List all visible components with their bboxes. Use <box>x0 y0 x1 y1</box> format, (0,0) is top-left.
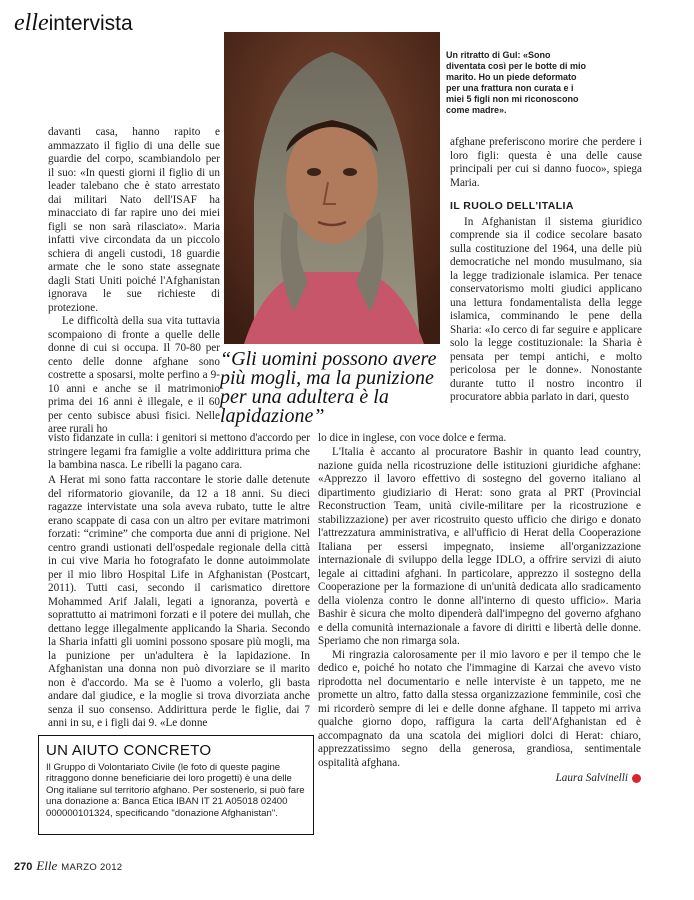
right-column <box>450 136 642 405</box>
right-intro: afghane preferiscono morire che perdere i loro figli: questa è una delle cause principali per cui si danno fuoco», spiega Maria. <box>450 136 642 189</box>
sidebar-box-title: UN AIUTO CONCRETO <box>46 742 212 759</box>
lower-left-column <box>48 474 310 731</box>
lower-right-paragraph: Mi ringrazia calorosamente per il mio lavoro e per il tempo che le dedico e, poiché ho notato che l'immagine di Karzai che avevo visto riprodotta nel documentario e nelle interviste è un tappeto, me ne promette un altro, fatto dalla stessa organizzazione femminile, così che mi ricorderò sempre di lei e delle donne afghane. Il tappeto mi arriva qualche giorno dopo, raffigura la carta dell'Afghanistan ed è accompagnato da una scatola dei migliori dolci di Herat: chiaro, apprezzatissimo segno della generosa, grandiosa, sentimentale ospitalità afghana. <box>318 648 641 769</box>
lower-right-paragraph: L'Italia è accanto al procuratore Bashir in quanto lead country, nazione guida nella ricostruzione delle istituzioni giuridiche afghane: «Apprezzo il lavoro effettivo di sostegno del governo italiano al dipartimento giudiziario di Herat: sono grata al PRT (Provincial Reconstruction Team, unità civile-militare per la ricostruzione e stabilizzazione) per aver ricostruito questo ufficio che dirigo e donato l'attrezzatura amministrativa, e all'ufficio di Herat della Cooperazione Italiana per essersi impegnato, insieme all'organizzazione internazionale di sviluppo della legge IDLO, a offrire servizi di aiuto legale ai cittadini afghani. In particolare, apprezzo il sostegno della Cooperazione per la formazione di un'unità dedicata allo sradicamento della violenza contro le donne all'interno di questo ufficio». Maria Bashir è sicura che molto dipenderà dall'impegno del governo afghano e della comunità internazionale a favore di diritti e libertà delle donne. Speriamo che non rimarga sola. <box>318 446 641 647</box>
folio-date: MARZO 2012 <box>61 862 123 873</box>
page-number: 270 <box>14 861 33 873</box>
sidebar-box-text: Il Gruppo di Volontariato Civile (le foto di queste pagine ritraggono donne beneficiarie dei loro progetti) è una delle Ong italiane sul territorio afghano. Per sostenerlo, si può fare una donazione a: Banca Etica IBAN IT 21 A05018 02400 000000101324, specificando "donazione Afghanistan". <box>46 762 305 819</box>
page-folio <box>14 858 122 874</box>
left-paragraph: davanti casa, hanno rapito e ammazzato il figlio di una delle sue guardie del corpo, scambiandolo per il suo: «In questi giorni il figlio di un leader talebano che è stato arrestato dai militari Nato dell'ISAF ha minacciato di far rapire uno dei miei figli se non sarà rilasciato». Maria infatti vive circondata da un piccolo schiera di angeli custodi, 18 guardie armate che le sono state assegnate dagli Stati Uniti poiché l'Afghanistan ignorava le sue richieste di protezione. <box>48 126 220 314</box>
left-paragraph: Le difficoltà della sua vita tuttavia scompaiono di fronte a quelle delle donne di cui si occupa. Il 70-80 per cento delle donne afghane sono costrette a sposarsi, molte perfino a 9-10 anni e anche se il matrimonio prima dei 16 anni è illegale, e il 60 per cento subisce abusi fisici. Nelle aree rurali ho <box>48 315 220 435</box>
pull-quote: “Gli uomini possono avere più mogli, ma la punizione per una adultera è la lapidazione” <box>220 348 437 427</box>
wide-line-right: lo dice in inglese, con voce dolce e ferma. <box>318 432 507 444</box>
portrait-illustration <box>224 32 440 344</box>
header-section: intervista <box>48 12 133 35</box>
right-paragraph: In Afghanistan il sistema giuridico comprende sia il codice secolare basato sulla costituzione del 1964, una delle più democratiche nel mondo musulmano, sia la legge tradizionale islamica. Per tenace conservatorismo molti giudici applicano una lettura fondamentalista della legge islamica, comminando le pene della Sharia: «Io cerco di far seguire e applicare solo la legge costituzionale: la Sharia è pensata per tempi antichi, e molto pericolosa per le donne». Nonostante durante tutto il nostro incontro il procuratore abbia parlato in dari, questo <box>450 215 642 403</box>
sidebar-box <box>38 735 314 835</box>
page-header <box>14 10 133 40</box>
folio-brand: Elle <box>36 858 58 873</box>
photo-caption: Un ritratto di Gul: «Sono diventata così per le botte di mio marito. Ho un piede deformato per una frattura non curata e i miei 5 figli non mi riconoscono come madre». <box>446 50 587 115</box>
portrait-photo <box>224 32 440 344</box>
header-brand: elle <box>14 10 49 36</box>
left-column <box>48 126 220 437</box>
section-subhead: IL RUOLO DELL'ITALIA <box>450 200 574 212</box>
lower-right-column <box>318 446 641 786</box>
wide-line-left: visto fidanzate in culla: i genitori si mettono d'accordo per stringere legami fra famiglie a volte addirittura prima che la bambina nasca. Le ribelli la pagano cara. <box>48 432 310 471</box>
author-name: Laura Salvinelli <box>555 772 628 784</box>
lower-left-paragraph: A Herat mi sono fatta raccontare le storie dalle detenute del riformatorio giovanile, da 12 a 18 anni. Su dieci ragazze intervistate una sola aveva rubato, tutte le altre erano scappate di casa con un altro per evitare matrimoni forzati: “crimine” che comporta due anni di prigione. Nel centro grandi ustionati dell'ospedale regionale della città in cui vive Maria ho fotografato le donne autoimmolate per il mio libro Hospital Life in Afghanistan (Postcart, 2011). Tutti casi, secondo il carismatico direttore Mohammed Arif Jalali, legati a ignoranza, povertà e soprattutto ai matrimoni forzati e il potere dei mullah, che dettano legge illegalmente applicando la Sharia. Secondo la Sharia infatti gli uomini possono sposare più mogli, ma la punizione per un'adultera è la lapidazione. In Afghanistan una donna non può divorziare se il marito non è d'accordo. Ma se è l'uomo a volerlo, gli basta andare dal giudice, e la moglie si trova divorziata anche senza il suo consenso. Addirittura perde le figlie, dai 7 anni in su, e i figli dai 9. «Le donne <box>48 474 310 729</box>
end-mark-icon <box>632 774 641 783</box>
author-signature <box>318 772 641 786</box>
